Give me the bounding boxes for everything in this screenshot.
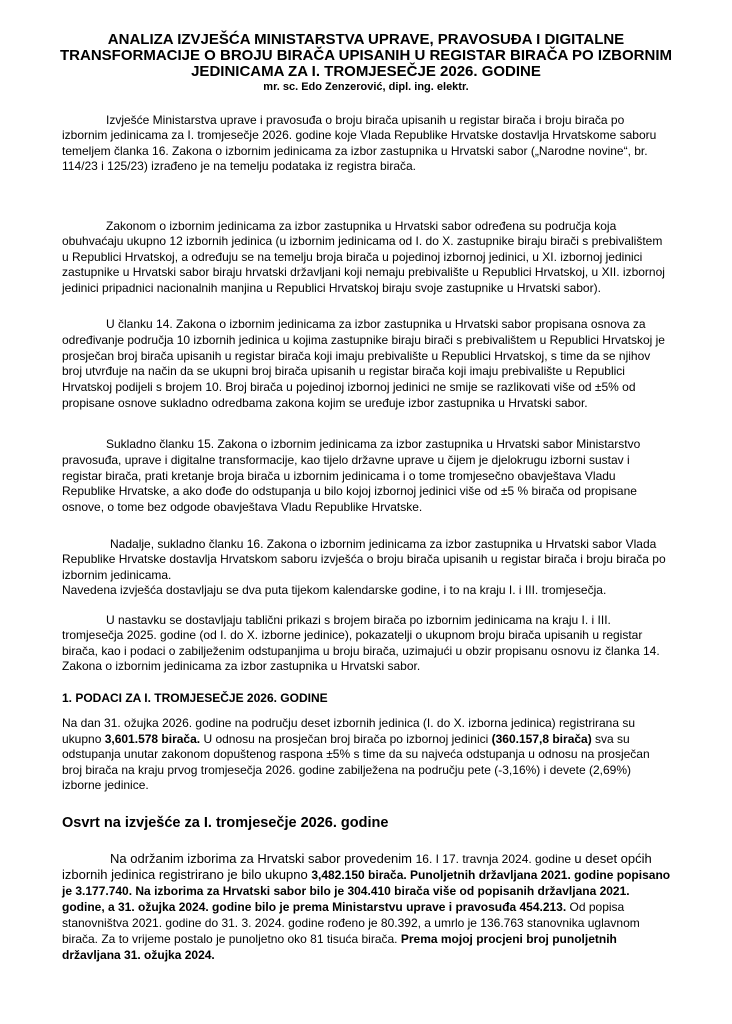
paragraph-2-text: Zakonom o izbornim jedinicama za izbor zastupnika u Hrvatski sabor određena su područja koja obuhvaćaju ukupno 12 izbornih jedinica (u izbornim jedinicama od I. do X. zastupnike biraju birači s prebivalištem u Republici Hrvatskoj, a određuju se na temelju broja birača u pojedinoj izbornoj jedinici, u XI. izbornoj jedinici zastupnike u Hrvatski sabor biraju hrvatski državljani koji nemaju prebivalište u Republici Hrvatskoj, u XII. izbornoj jedinici pripadnici nacionalnih manjina u Republici Hrvatskoj biraju svoje zastupnike u Hrvatski sabor). bbox=[62, 219, 665, 295]
paragraph-2 bbox=[62, 219, 672, 296]
section-2-bold-2: Prema mojoj procjeni broj punoljetnih državljana 31. ožujka 2024. bbox=[62, 932, 617, 962]
author-line: mr. sc. Edo Zenzerović, dipl. ing. elektr. bbox=[263, 81, 469, 93]
paragraph-5-note: Navedena izvješća dostavljaju se dva puta tijekom kalendarske godine, i to na kraju I. i III. tromjesečja. bbox=[62, 583, 607, 598]
section-2-paragraph bbox=[62, 851, 672, 963]
paragraph-6-text: U nastavku se dostavljaju tablični prikazi s brojem birača po izbornim jedinicama na kraju I. i III. tromjesečja 2025. godine (od I. do X. izborne jedinice), pokazatelji o ukupnom broju birača upisanih u registar birača, kao i podaci o zabilježenim odstupanjima u broju birača, uzimajući u obzir propisanu osnovu iz članka 14. Zakona o izbornim jedinicama za izbor zastupnika u Hrvatski sabor. bbox=[62, 613, 660, 674]
section-2-text-4: u deset općih izbornih jedinica registrirano je bilo ukupno bbox=[62, 851, 652, 882]
section-2-bold-1: 3,482.150 birača. Punoljetnih državljana 2021. godine popisano je 3.177.740. Na izborima za Hrvatski sabor bilo je 304.410 birača više od popisanih državljana 2021. godine, a 31. ožujka 2024. godine bilo je prema Ministarstvu uprave i pravosuđa 454.213. bbox=[62, 868, 671, 914]
paragraph-5-text: Nadalje, sukladno članku 16. Zakona o izbornim jedinicama za izbor zastupnika u Hrvatski sabor Vlada Republike Hrvatske dostavlja Hrvatskom saboru izvješća o broju birača upisanih u registar birača i broju birača po izbornim jedinicama. bbox=[62, 537, 666, 582]
section-2-text-1: Na održanim izborima za Hrvatski sabor provedenim bbox=[110, 851, 416, 866]
paragraph-1 bbox=[62, 113, 672, 175]
document-title: ANALIZA IZVJEŠĆA MINISTARSTVA UPRAVE, PRAVOSUĐA I DIGITALNE TRANSFORMACIJE O BROJU BIRAČA UPISANIH U REGISTAR BIRAČA PO IZBORNIM JEDINICAMA ZA I. TROMJESEČJE 2026. GODINE bbox=[60, 31, 672, 80]
paragraph-4 bbox=[62, 437, 672, 516]
section-1-text-b: U odnosu na prosječan broj birača po izbornoj jedinici bbox=[200, 731, 492, 746]
section-1-heading: 1. PODACI ZA I. TROMJESEČJE 2026. GODINE bbox=[62, 691, 328, 705]
paragraph-4-text: Sukladno članku 15. Zakona o izbornim jedinicama za izbor zastupnika u Hrvatski sabor Ministarstvo pravosuđa, uprave i digitalne transformacije, kao tijelo državne uprave u čijem je djelokrugu izborni sustav i registar birača, prati kretanje broja birača u izbornim jedinicama i o tome tromjesečno obavještava Vladu Republike Hrvatske, a ako dođe do odstupanja u bilo kojoj izbornoj jedinici više od ±5 % birača od propisane osnove, o tome bez odgode obavještava Vladu Republike Hrvatske. bbox=[62, 437, 641, 515]
election-dates: 16. I 17. travnja 2024. bbox=[415, 852, 532, 866]
section-1-text-a: Na dan 31. ožujka 2026. godine na području deset izbornih jedinica (I. do X. izborna jedinica) registrirana su ukupno bbox=[62, 716, 636, 746]
section-2-text-3: godine bbox=[531, 852, 575, 866]
total-voters-value: 3,601.578 birača. bbox=[104, 731, 201, 746]
paragraph-6 bbox=[62, 613, 672, 675]
paragraph-1-text: Izvješće Ministarstva uprave i pravosuđa o broju birača upisanih u registar birača i broju birača po izbornim jedinicama za I. tromjesečje 2026. godine koje Vlada Republike Hrvatske dostavlja Hrvatskome saboru temeljem članka 16. Zakona o izbornim jedinicama za izbor zastupnika u Hrvatski sabor („Narodne novine“, br. 114/23 i 125/23) izrađeno je na temelju podataka iz registra birača. bbox=[62, 113, 657, 174]
section-2-heading: Osvrt na izvješće za I. tromjesečje 2026. godine bbox=[62, 815, 389, 831]
paragraph-5 bbox=[62, 537, 672, 599]
paragraph-3-text: U članku 14. Zakona o izbornim jedinicama za izbor zastupnika u Hrvatski sabor propisana osnova za određivanje područja 10 izbornih jedinica u kojima zastupnike biraju birači s prebivalištem u Republici Hrvatskoj je prosječan broj birača upisanih u registar birača koji imaju prebivalište u Republici Hrvatskoj, s time da se njihov broj utvrđuje na način da se ukupni broj birača upisanih u registar birača koji imaju prebivalište u Republici Hrvatskoj podijeli s brojem 10. Broj birača u pojedinoj izbornoj jedinici ne smije se razlikovati više od ±5% od propisane osnove sukladno odredbama zakona kojim se uređuje izbor zastupnika u Hrvatski sabor. bbox=[62, 317, 665, 410]
average-voters-value: (360.157,8 birača) bbox=[491, 731, 592, 746]
paragraph-3 bbox=[62, 317, 672, 412]
section-1-paragraph bbox=[62, 716, 672, 794]
section-1-text-c: sva su odstupanja unutar zakonom dopuštenog raspona ±5% s time da su najveća odstupanja u odnosu na prosječan broj birača na kraju prvog tromjesečja 2026. godine zabilježena na području pete (-3,16%) i devete (2,69%) izborne jedinice. bbox=[62, 731, 650, 793]
section-2-text-5: Od popisa stanovništva 2021. godine do 31. 3. 2024. godine rođeno je 80.392, a umrlo je 136.763 stanovnika uglavnom birača. Za to vrijeme postalo je punoljetno oko 81 tisuća birača. bbox=[62, 900, 640, 946]
